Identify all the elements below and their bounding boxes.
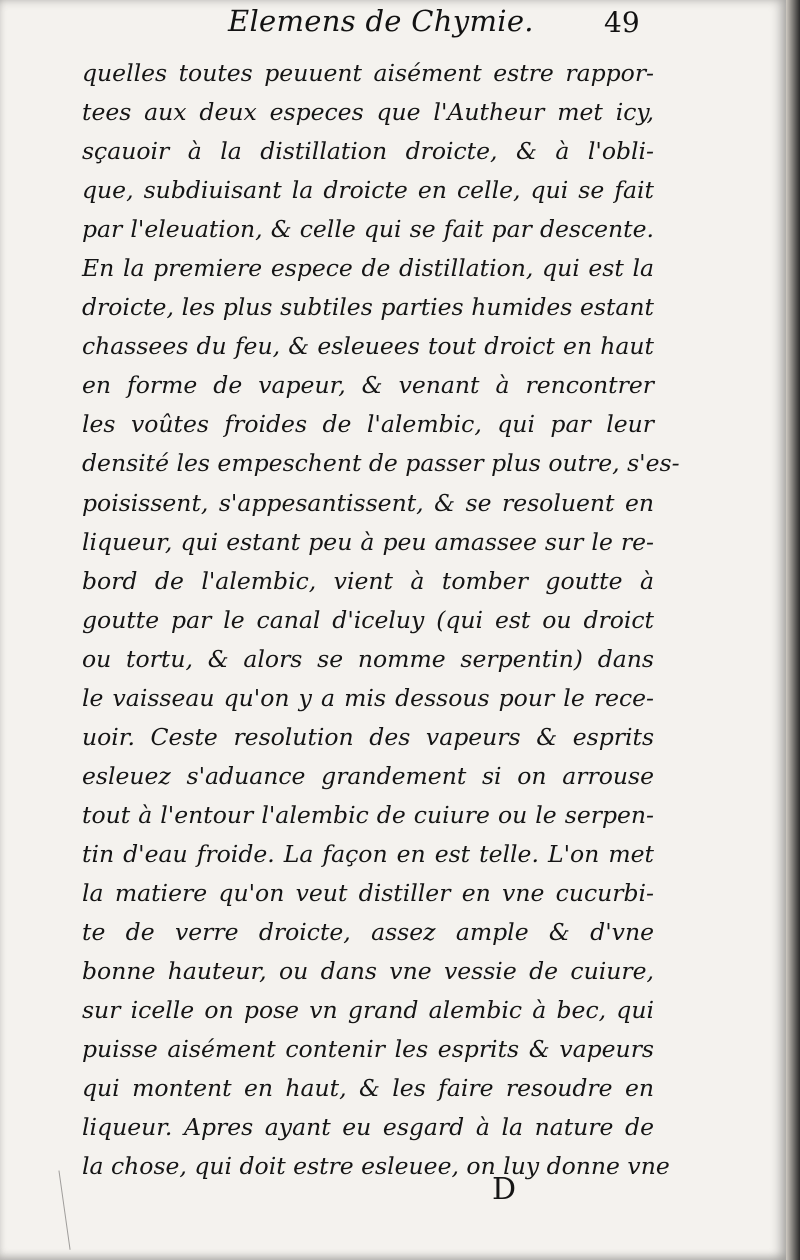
text-line: En la premiere espece de distillation, qui est la	[82, 254, 654, 283]
text-line: esleuez s'aduance grandement si on arrouse	[82, 761, 654, 790]
text-line: liqueur, qui estant peu à peu amassee sur le re-	[82, 527, 654, 556]
text-line: le vaisseau qu'on y a mis dessous pour le rece-	[82, 683, 654, 712]
body-text	[82, 54, 680, 1186]
signature-mark: D	[492, 1172, 517, 1207]
text-line: bord de l'alembic, vient à tomber goutte à	[82, 566, 654, 595]
text-line: tout à l'entour l'alembic de cuiure ou le serpen-	[82, 800, 654, 829]
text-line: qui montent en haut, & les faire resoudre en	[82, 1074, 654, 1103]
text-line: sçauoir à la distillation droicte, & à l'obli-	[82, 137, 654, 166]
text-line: par l'eleuation, & celle qui se fait par descente.	[82, 215, 654, 244]
text-line: chassees du feu, & esleuees tout droict en haut	[82, 332, 654, 361]
text-line: uoir. Ceste resolution des vapeurs & esprits	[82, 722, 654, 751]
page-header	[0, 2, 786, 46]
text-line: les voûtes froides de l'alembic, qui par leur	[82, 410, 654, 439]
text-line: que, subdiuisant la droicte en celle, qui se fait	[82, 176, 654, 205]
text-line: droicte, les plus subtiles parties humides estant	[82, 293, 654, 322]
text-line: liqueur. Apres ayant eu esgard à la nature de	[82, 1113, 654, 1142]
margin-pencil-mark	[58, 1170, 72, 1250]
text-line: poisissent, s'appesantissent, & se resoluent en	[82, 488, 654, 517]
text-line: puisse aisément contenir les esprits & vapeurs	[82, 1035, 654, 1064]
text-line: en forme de vapeur, & venant à rencontrer	[82, 371, 654, 400]
text-line: tees aux deux especes que l'Autheur met icy,	[82, 98, 654, 127]
text-line: densité les empeschent de passer plus outre, s'es-	[82, 449, 680, 478]
running-title: Elemens de Chymie.	[228, 4, 534, 38]
text-line: goutte par le canal d'iceluy (qui est ou droict	[82, 605, 654, 634]
text-line: sur icelle on pose vn grand alembic à bec, qui	[82, 996, 654, 1025]
text-line: ou tortu, & alors se nomme serpentin) dans	[82, 644, 654, 673]
text-line: tin d'eau froide. La façon en est telle. L'on met	[82, 839, 654, 868]
text-line: bonne hauteur, ou dans vne vessie de cuiure,	[82, 957, 654, 986]
text-line: quelles toutes peuuent aisément estre rappor-	[82, 59, 654, 87]
text-line: te de verre droicte, assez ample & d'vne	[82, 918, 654, 947]
page-number: 49	[604, 6, 640, 39]
page-edge-shadow	[786, 0, 800, 1260]
text-line: la matiere qu'on veut distiller en vne cucurbi-	[82, 878, 654, 907]
text-line: la chose, qui doit estre esleuee, on luy donne vne	[82, 1152, 670, 1181]
